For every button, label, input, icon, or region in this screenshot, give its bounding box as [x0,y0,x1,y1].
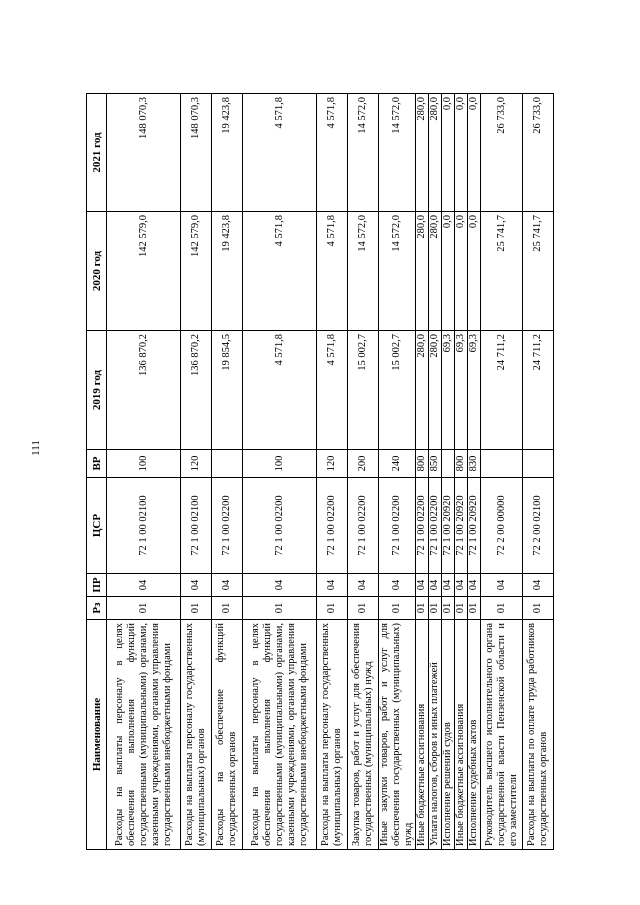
header-name: Наименование [87,620,107,850]
row-2021: 4 571,8 [317,94,348,212]
table-row [379,94,416,850]
row-rz: 01 [468,597,481,620]
row-vr: 200 [348,450,379,478]
row-2020: 25 741,7 [523,212,554,331]
table-row [442,94,455,850]
row-vr: 120 [317,450,348,478]
row-2020: 0,0 [468,212,481,331]
budget-table [86,93,554,850]
row-vr [212,450,243,478]
row-rz: 01 [379,597,416,620]
row-rz: 01 [317,597,348,620]
row-name: Расходы на обеспечение функций государственных органов [212,620,243,850]
row-csr: 72 1 00 02200 [212,478,243,574]
row-csr: 72 1 00 02100 [107,478,181,574]
table-row [416,94,429,850]
row-csr: 72 1 00 02200 [348,478,379,574]
row-2019: 69,3 [455,331,468,450]
row-rz: 01 [107,597,181,620]
row-csr: 72 2 00 00000 [481,478,523,574]
table-row [429,94,442,850]
row-pr: 04 [429,574,442,597]
row-vr: 100 [107,450,181,478]
row-pr: 04 [481,574,523,597]
row-2021: 280,0 [429,94,442,212]
row-name: Иные бюджетные ассигнования [455,620,468,850]
row-2019: 15 002,7 [348,331,379,450]
table-row [212,94,243,850]
row-vr: 850 [429,450,442,478]
row-2021: 26 733,0 [523,94,554,212]
row-name: Руководитель высшего исполнительного органа государственной власти Пензенской области и его заместители [481,620,523,850]
row-pr: 04 [107,574,181,597]
row-2019: 15 002,7 [379,331,416,450]
row-2021: 0,0 [442,94,455,212]
row-csr: 72 1 00 20920 [442,478,455,574]
row-name: Исполнение судебных актов [468,620,481,850]
row-csr: 72 1 00 20920 [455,478,468,574]
row-2020: 19 423,8 [212,212,243,331]
row-rz: 01 [442,597,455,620]
header-vr: ВР [87,450,107,478]
row-2019: 19 854,5 [212,331,243,450]
row-pr: 04 [379,574,416,597]
row-pr: 04 [181,574,212,597]
row-2021: 14 572,0 [348,94,379,212]
row-2020: 0,0 [455,212,468,331]
row-csr: 72 1 00 02200 [429,478,442,574]
row-2019: 136 870,2 [107,331,181,450]
row-2019: 280,0 [416,331,429,450]
row-vr: 240 [379,450,416,478]
row-2019: 69,3 [442,331,455,450]
row-vr: 830 [468,450,481,478]
row-rz: 01 [429,597,442,620]
table-row [468,94,481,850]
row-pr: 04 [348,574,379,597]
rotated-table-wrapper [86,94,560,850]
row-2021: 0,0 [455,94,468,212]
row-2020: 14 572,0 [348,212,379,331]
row-rz: 01 [181,597,212,620]
row-2021: 4 571,8 [243,94,317,212]
table-body [107,94,554,850]
row-name: Расходы на выплаты персоналу в целях обеспечения выполнения функций государственными (муниципальными) органами, казенными учреждениями, органами управления государственными внебюджетными фондами [243,620,317,850]
row-2020: 0,0 [442,212,455,331]
row-csr: 72 1 00 20920 [468,478,481,574]
row-rz: 01 [348,597,379,620]
header-csr: ЦСР [87,478,107,574]
page-number: 111 [30,440,42,456]
row-name: Исполнение решений судов [442,620,455,850]
row-2019: 69,3 [468,331,481,450]
row-csr: 72 1 00 02200 [243,478,317,574]
row-csr: 72 1 00 02200 [317,478,348,574]
row-2019: 136 870,2 [181,331,212,450]
row-csr: 72 1 00 02200 [416,478,429,574]
table-header-row [87,94,107,850]
row-2021: 14 572,0 [379,94,416,212]
row-rz: 01 [481,597,523,620]
header-2019: 2019 год [87,331,107,450]
row-name: Расходы на выплаты персоналу государственных (муниципальных) органов [317,620,348,850]
row-name: Иные закупки товаров, работ и услуг для обеспечения государственных (муниципальных) нужд [379,620,416,850]
row-vr [523,450,554,478]
table-row [481,94,523,850]
row-2021: 148 070,3 [181,94,212,212]
row-pr: 04 [212,574,243,597]
row-2019: 24 711,2 [481,331,523,450]
header-2021: 2021 год [87,94,107,212]
row-csr: 72 1 00 02100 [181,478,212,574]
row-2020: 14 572,0 [379,212,416,331]
row-vr: 120 [181,450,212,478]
row-name: Закупка товаров, работ и услуг для обеспечения государственных (муниципальных) нужд [348,620,379,850]
row-2019: 24 711,2 [523,331,554,450]
row-2020: 4 571,8 [317,212,348,331]
row-vr [442,450,455,478]
row-vr [481,450,523,478]
row-2020: 142 579,0 [181,212,212,331]
row-rz: 01 [243,597,317,620]
table-row [243,94,317,850]
row-2019: 4 571,8 [317,331,348,450]
row-2020: 4 571,8 [243,212,317,331]
row-name: Иные бюджетные ассигнования [416,620,429,850]
row-rz: 01 [523,597,554,620]
row-2020: 25 741,7 [481,212,523,331]
row-pr: 04 [317,574,348,597]
row-rz: 01 [416,597,429,620]
header-pr: ПР [87,574,107,597]
row-pr: 04 [416,574,429,597]
row-csr: 72 1 00 02200 [379,478,416,574]
row-vr: 100 [243,450,317,478]
row-2019: 280,0 [429,331,442,450]
row-pr: 04 [468,574,481,597]
row-2020: 142 579,0 [107,212,181,331]
table-row [181,94,212,850]
row-rz: 01 [212,597,243,620]
row-pr: 04 [523,574,554,597]
row-pr: 04 [243,574,317,597]
row-2020: 280,0 [416,212,429,331]
row-pr: 04 [442,574,455,597]
row-2020: 280,0 [429,212,442,331]
row-2019: 4 571,8 [243,331,317,450]
row-2021: 26 733,0 [481,94,523,212]
row-name: Расходы на выплаты по оплате труда работников государственных органов [523,620,554,850]
row-2021: 19 423,8 [212,94,243,212]
row-name: Расходы на выплаты персоналу государственных (муниципальных) органов [181,620,212,850]
table-row [348,94,379,850]
row-csr: 72 2 00 02100 [523,478,554,574]
header-rz: Рз [87,597,107,620]
table-row [107,94,181,850]
row-2021: 148 070,3 [107,94,181,212]
table-row [523,94,554,850]
row-name: Уплата налогов, сборов и иных платежей [429,620,442,850]
row-vr: 800 [455,450,468,478]
table-row [455,94,468,850]
table-row [317,94,348,850]
row-name: Расходы на выплаты персоналу в целях обеспечения выполнения функций государственными (муниципальными) органами, казенными учреждениями, органами управления государственными внебюджетными фондами [107,620,181,850]
row-vr: 800 [416,450,429,478]
row-2021: 280,0 [416,94,429,212]
row-pr: 04 [455,574,468,597]
row-2021: 0,0 [468,94,481,212]
header-2020: 2020 год [87,212,107,331]
row-rz: 01 [455,597,468,620]
